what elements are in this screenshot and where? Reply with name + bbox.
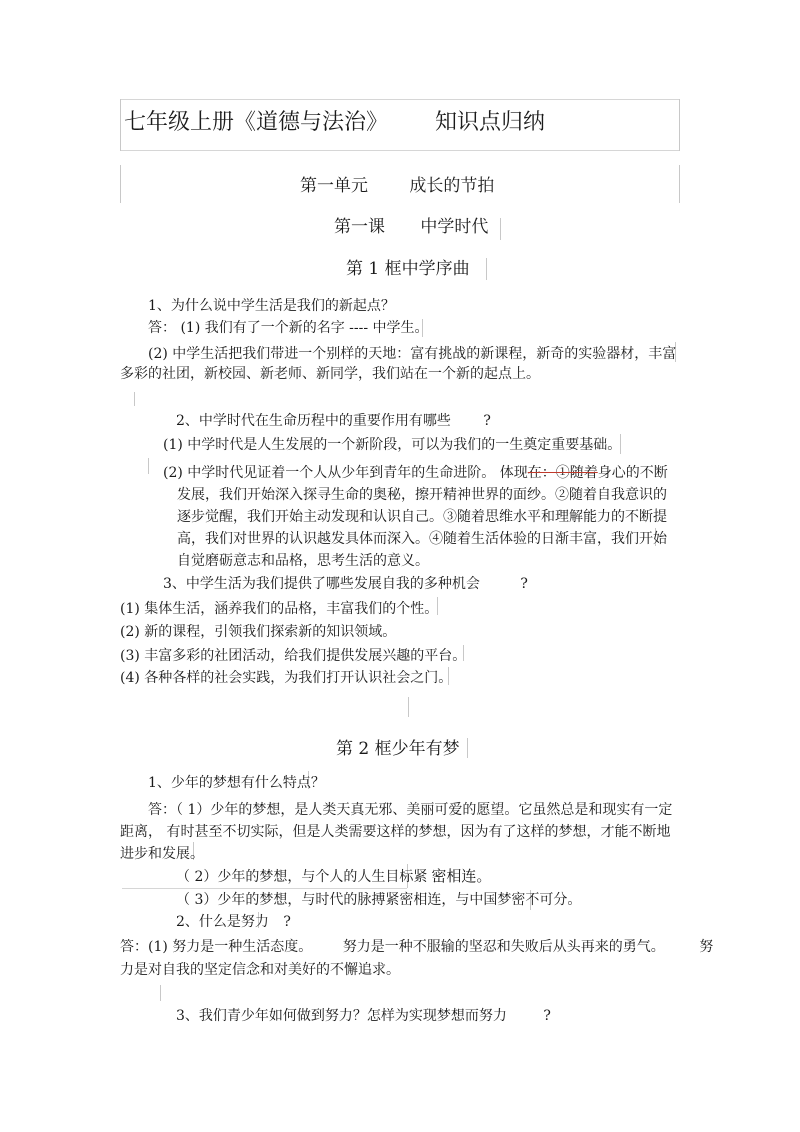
document-title-sub: 知识点归纳 [435, 110, 546, 135]
f1-q2-a2-struck: 在：①随着 [527, 465, 598, 481]
unit-heading [300, 178, 494, 195]
f1-q3-question-mark: ? [520, 576, 528, 592]
f1-q2-a2-post: 身心的不断 [597, 465, 668, 481]
lesson-heading [334, 219, 488, 236]
f1-q1-answer-2-line1: (2) 中学生活把我们带进一个别样的天地：富有挑战的新课程，新奇的实验器材，丰富 [148, 346, 677, 362]
f2a2-underline [122, 888, 407, 889]
unit-label: 第一单元 [300, 176, 368, 196]
f1-q1-question: 1、为什么说中学生活是我们的新起点？ [148, 298, 395, 314]
f2-q2-question-mark: ? [283, 914, 291, 930]
margin-rule-2 [408, 697, 409, 717]
lesson-name: 中学时代 [420, 217, 489, 237]
header-right-rule [679, 99, 680, 151]
f1-q2-answer-2-line4: 高，我们对世界的认识越发具体而深入。④随着生活体验的日渐丰富，我们开始 [177, 531, 667, 547]
f2-q3-question [176, 1009, 551, 1023]
margin-rule-1 [134, 392, 135, 406]
f1-q1-answer-1: 答： (1) 我们有了一个新的名字 ---- 中学生。 [148, 320, 429, 336]
f2-q1-answer-1-line1: 答：（ 1）少年的梦想，是人类天真无邪、美丽可爱的愿望。它虽然总是和现实有一定 [148, 802, 673, 818]
f1-q2-answer-1: (1) 中学时代是人生发展的一个新阶段，可以为我们的一生奠定重要基础。 [163, 437, 622, 453]
header-left-rule [120, 99, 121, 151]
f2-q2-question-text: 2、什么是努力 [176, 914, 269, 930]
f2-q1-question: 1、少年的梦想有什么特点？ [148, 775, 325, 791]
unit-name: 成长的节拍 [409, 176, 495, 196]
f2-q1-answer-3: （ 3）少年的梦想，与时代的脉搏紧密相连，与中国梦密不可分。 [176, 892, 582, 908]
f2-q1-answer-1-line3: 进步和发展。 [120, 846, 204, 862]
f2-q1-a2-pre: （ 2）少年的梦想，与个人的人生目标紧 [176, 869, 428, 885]
q2a2-rule-1 [148, 458, 149, 474]
f1-q2-answer-2-line1 [163, 466, 668, 480]
f2-q2-question [176, 915, 291, 929]
f1-q2-answer-2-line3: 逐步觉醒，我们开始主动发现和认识自己。③随着思维水平和理解能力的不断提 [177, 509, 667, 525]
f1-q2-answer-2-line2: 发展，我们开始深入探寻生命的奥秘，擦开精神世界的面纱。②随着自我意识的 [177, 487, 667, 503]
list-item: (1) 集体生活，涵养我们的品格，丰富我们的个性。 [120, 601, 439, 617]
f1-q2-question-mark: ? [483, 413, 491, 429]
f1-q1-answer-2-line2: 多彩的社团，新校园、新老师、新同学，我们站在一个新的起点上。 [120, 366, 540, 382]
f2-q3-question-mark: ? [543, 1008, 551, 1024]
margin-rule-3 [160, 985, 161, 1001]
unit-left-rule [120, 165, 121, 203]
frame1-title-rule [486, 258, 487, 280]
f2-q3-question-text: 3、我们青少年如何做到努力？怎样为实现梦想而努力 [176, 1008, 507, 1024]
f2-q2-a1-part-b: 努力是一种不服输的坚忍和失败后从头再来的勇气。 [342, 939, 665, 955]
f1-q3-question [163, 577, 528, 591]
f2-q1-answer-2 [176, 869, 491, 884]
f1-q2-question-text: 2、中学时代在生命历程中的重要作用有哪些 [176, 413, 451, 429]
f2-q1-a2-post: 密相连。 [431, 867, 492, 885]
f1-q3-question-text: 3、中学生活为我们提供了哪些发展自我的多种机会 [163, 576, 480, 592]
header-bottom-rule [120, 150, 680, 151]
list-item: (2) 新的课程，引领我们探索新的知识领域。 [120, 624, 397, 640]
f2-q2-a1-part-a: 答：(1) 努力是一种生活态度。 [120, 939, 313, 955]
f1-q2-answer-2-line5: 自觉磨砺意志和品格，思考生活的意义。 [177, 553, 429, 569]
document-title [124, 112, 545, 134]
frame1-title: 第 1 框中学序曲 [346, 259, 470, 279]
list-item: (3) 丰富多彩的社团活动，给我们提供发展兴趣的平台。 [120, 648, 467, 664]
lesson-rule [500, 218, 501, 240]
frame2-title: 第 2 框少年有梦 [336, 739, 460, 759]
f2-q1-answer-1-line2: 距离， 有时甚至不切实际，但是人类需要这样的梦想，因为有了这样的梦想，才能不断地 [120, 824, 671, 840]
frame2-title-rule [467, 738, 468, 758]
f2-q2-answer-line2: 力是对自我的坚定信念和对美好的不懈追求。 [120, 962, 400, 978]
f1-q2-question [176, 414, 491, 428]
header-top-rule [120, 99, 680, 100]
f2-q2-a1-part-c: 努 [699, 939, 714, 955]
document-title-main: 七年级上册《道德与法治》 [124, 110, 389, 135]
list-item: (4) 各种各样的社会实践，为我们打开认识社会之门。 [120, 670, 453, 686]
f1-q2-a2-pre: (2) 中学时代见证着一个人从少年到青年的生命进阶。 体现 [163, 465, 528, 481]
lesson-label: 第一课 [334, 217, 385, 237]
f2-q2-answer-line1 [120, 940, 713, 954]
unit-right-rule [679, 165, 680, 203]
